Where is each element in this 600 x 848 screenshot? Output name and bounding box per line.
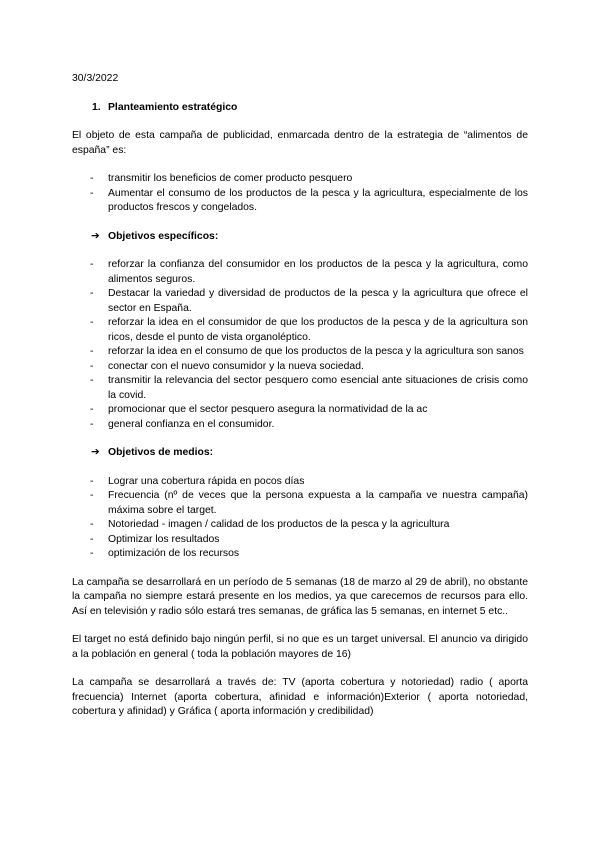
section-number: 1.: [92, 101, 101, 113]
list-item: - reforzar la idea en el consumidor de que los productos de la pesca y de la agricultura son ricos, desde el punto de vista organoléptico.: [90, 317, 528, 343]
goals-list: [72, 172, 528, 216]
arrow-right-icon: ➔: [91, 447, 100, 458]
specific-objectives-title: Objetivos específicos:: [108, 230, 219, 242]
dash-bullet: -: [90, 490, 94, 501]
list-item: - Aumentar el consumo de los productos de la pesca y la agricultura, especialmente de los productos frescos y congelados.: [90, 187, 528, 213]
dash-bullet: -: [90, 173, 94, 184]
target-paragraph: El target no está definido bajo ningún perfil, si no que es un target universal. El anuncio va dirigido a la población en general ( toda la población mayores de 16): [72, 634, 528, 660]
list-item: - Destacar la variedad y diversidad de productos de la pesca y la agricultura que ofrece el sector en España.: [90, 288, 528, 314]
dash-bullet: -: [90, 548, 94, 559]
list-item: - reforzar la confianza del consumidor en los productos de la pesca y la agricultura, como alimentos seguros.: [90, 259, 528, 285]
dash-bullet: -: [90, 519, 94, 530]
media-objectives-list: [72, 475, 528, 562]
list-item: - general confianza en el consumidor.: [72, 418, 528, 433]
list-item: - promocionar que el sector pesquero asegura la normatividad de la ac: [72, 403, 528, 418]
dash-bullet: -: [90, 317, 94, 328]
list-item: - Lograr una cobertura rápida en pocos días: [72, 475, 528, 490]
document-body: [72, 72, 528, 734]
campaign-duration-paragraph: La campaña se desarrollará en un período de 5 semanas (18 de marzo al 29 de abril), no obstante la campaña no siempre estará presente en los medios, ya que carecemos de recursos para ello. Así en televisión y radio sólo estará tres semanas, de gráfica las 5 semanas, en internet 5 etc..: [72, 576, 528, 617]
document-date: 30/3/2022: [72, 73, 119, 84]
list-item: - Optimizar los resultados: [72, 533, 528, 548]
dash-bullet: -: [90, 533, 94, 545]
specific-objectives-heading: [72, 230, 528, 245]
dash-bullet: -: [90, 404, 94, 415]
section-title: Planteamiento estratégico: [108, 101, 238, 113]
list-item: - optimización de los recursos: [72, 547, 528, 562]
list-item: - reforzar la idea en el consumo de que los productos de la pesca y la agricultura son sanos: [72, 345, 528, 360]
media-objectives-heading: [72, 446, 528, 461]
dash-bullet: -: [90, 288, 94, 299]
specific-objectives-list: [72, 258, 528, 432]
media-objectives-title: Objetivos de medios:: [108, 447, 214, 458]
dash-bullet: -: [90, 375, 94, 386]
list-item: - transmitir los beneficios de comer producto pesquero: [72, 172, 528, 187]
dash-bullet: -: [90, 418, 94, 430]
list-item: - Frecuencia (nº de veces que la persona expuesta a la campaña ve nuestra campaña) máxima sobre el target.: [90, 490, 528, 516]
list-item: - Notoriedad - imagen / calidad de los productos de la pesca y la agricultura: [72, 518, 528, 533]
arrow-right-icon: ➔: [91, 230, 100, 242]
list-item: - conectar con el nuevo consumidor y la nueva sociedad.: [72, 360, 528, 375]
dash-bullet: -: [90, 360, 94, 372]
list-item: - transmitir la relevancia del sector pesquero como esencial ante situaciones de crisis como la covid.: [90, 375, 528, 401]
dash-bullet: -: [90, 475, 94, 487]
media-channels-paragraph: La campaña se desarrollará a través de: TV (aporta cobertura y notoriedad) radio ( aporta frecuencia) Internet (aporta cobertura, afinidad e información)Exterior ( aporta notoriedad, cobertura y afinidad) y Gráfica ( aporta información y credibilidad): [72, 677, 528, 717]
section-heading: [72, 101, 528, 116]
dash-bullet: -: [90, 187, 94, 199]
intro-paragraph: El objeto de esta campaña de publicidad, enmarcada dentro de la estrategia de “alimentos de españa” es:: [72, 130, 528, 156]
dash-bullet: -: [90, 346, 94, 357]
dash-bullet: -: [90, 259, 94, 270]
